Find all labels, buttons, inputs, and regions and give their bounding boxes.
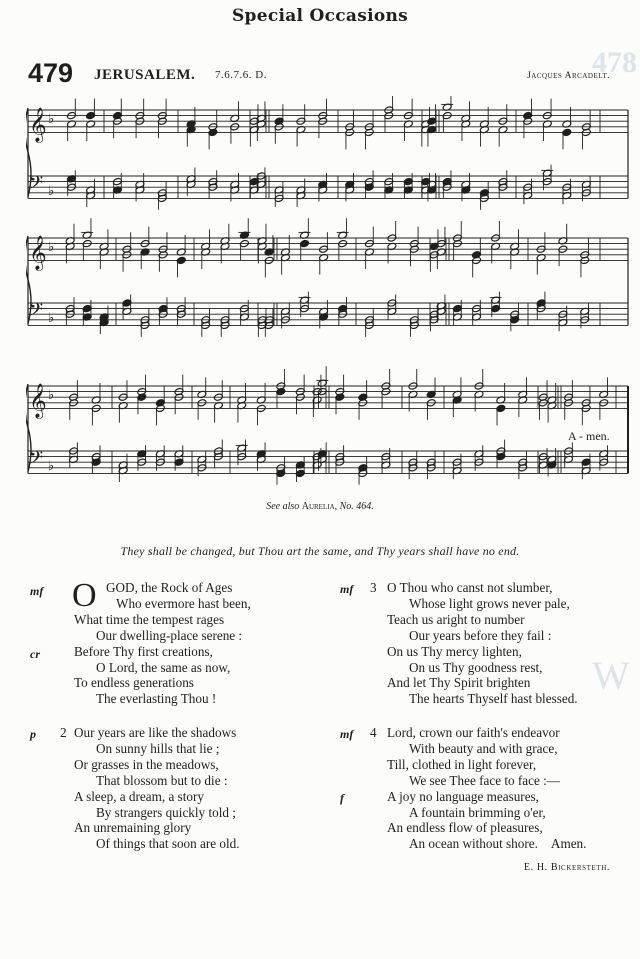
dynamic-mark: mf	[340, 727, 354, 741]
bass-clef-icon: 𝄢	[29, 299, 44, 325]
bleed-through-number: W	[592, 653, 630, 698]
stanza-line: To endless generations	[74, 675, 194, 691]
stanza-number: 4	[370, 725, 377, 740]
key-flat-icon: ♭	[48, 112, 55, 128]
dynamic-mark: mf	[30, 584, 44, 598]
bass-clef-icon: 𝄢	[29, 447, 44, 473]
stanza-line: Teach us aright to number	[387, 611, 525, 627]
stanza-number: 2	[60, 725, 67, 740]
stanza-line: What time the tempest rages	[74, 611, 225, 627]
stanza-line: Our dwelling-place serene :	[96, 627, 243, 643]
treble-clef-icon: 𝄞	[29, 107, 47, 143]
stanza-line: A sleep, a dream, a story	[74, 788, 205, 804]
stanza-4	[387, 725, 586, 852]
dynamic-mark: p	[30, 727, 36, 741]
stanza-line: Or grasses in the meadows,	[74, 756, 219, 772]
key-flat-icon: ♭	[48, 388, 55, 404]
stanza-line: Who evermore hast been,	[116, 595, 251, 611]
treble-clef-icon: 𝄞	[29, 235, 47, 271]
epigraph: They shall be changed, but Thou art the same, and Thy years shall have no end.	[120, 544, 520, 558]
hymn-number: 479	[28, 58, 74, 88]
stanza-line: An endless flow of pleasures,	[387, 820, 543, 836]
drop-cap: O	[72, 577, 97, 614]
stanza-line: That blossom but to die :	[96, 772, 228, 788]
stanza-1	[72, 577, 251, 707]
stanza-line: Our years are like the shadows	[74, 725, 237, 740]
stanza-line: The everlasting Thou !	[96, 691, 217, 707]
stanza-line: Of things that soon are old.	[96, 836, 240, 852]
stanza-line: Till, clothed in light forever,	[387, 756, 537, 772]
stanza-2	[74, 725, 240, 852]
key-flat-icon: ♭	[48, 310, 55, 326]
stanza-line: With beauty and with grace,	[409, 740, 558, 756]
stanza-line: An unremaining glory	[74, 820, 192, 836]
key-flat-icon: ♭	[48, 183, 55, 199]
key-flat-icon: ♭	[48, 458, 55, 474]
dynamic-mark: f	[340, 791, 344, 805]
stanza-line: GOD, the Rock of Ages	[106, 580, 233, 595]
stanza-line: The hearts Thyself hast blessed.	[409, 691, 578, 707]
treble-clef-icon: 𝄞	[29, 383, 47, 419]
stanza-line: O Lord, the same as now,	[96, 659, 231, 675]
stanza-line	[387, 836, 586, 852]
author-credit: E. H. Bickersteth.	[523, 862, 610, 873]
key-flat-icon: ♭	[48, 240, 55, 256]
see-also-prefix: See also	[266, 501, 300, 512]
dynamic-mark: mf	[340, 582, 354, 596]
dynamic-mark: cr	[30, 647, 40, 661]
stanza-3	[387, 580, 578, 707]
page-title: Special Occasions	[231, 6, 409, 26]
stanza-number: 3	[370, 580, 377, 595]
amen-text: Amen.	[550, 836, 587, 852]
bleed-through-number: 478	[592, 46, 637, 79]
stanza-line: Our years before they fail :	[409, 627, 552, 643]
stanza-line: Before Thy first creations,	[74, 643, 213, 659]
stanza-line: A joy no language measures,	[387, 788, 539, 804]
see-also-note	[0, 501, 640, 512]
tune-name: JERUSALEM.	[94, 67, 196, 83]
composer: Jacques Arcadelt.	[527, 71, 610, 81]
music-score	[26, 96, 630, 494]
stanza-line: By strangers quickly told ;	[96, 804, 236, 820]
stanza-line: And let Thy Spirit brighten	[387, 675, 531, 691]
stanza-line: A fountain brimming o'er,	[409, 804, 546, 820]
stanza-line: On us Thy goodness rest,	[409, 659, 543, 675]
bass-clef-icon: 𝄢	[29, 172, 44, 198]
stanza-line: We see Thee face to face :—	[409, 772, 560, 788]
see-also-ref: No. 464.	[339, 501, 374, 512]
stanza-line-text: An ocean without shore.	[409, 836, 538, 852]
see-also-tune: Aurelia,	[301, 501, 338, 512]
amen-label: A - men.	[568, 429, 610, 443]
meter: 7.6.7.6. D.	[215, 69, 267, 81]
stanza-line: On us Thy mercy lighten,	[387, 643, 522, 659]
stanza-line: Whose light grows never pale,	[409, 595, 570, 611]
stanza-line: Lord, crown our faith's endeavor	[387, 725, 560, 740]
stanza-line: O Thou who canst not slumber,	[387, 580, 553, 595]
stanza-line: On sunny hills that lie ;	[96, 740, 220, 756]
